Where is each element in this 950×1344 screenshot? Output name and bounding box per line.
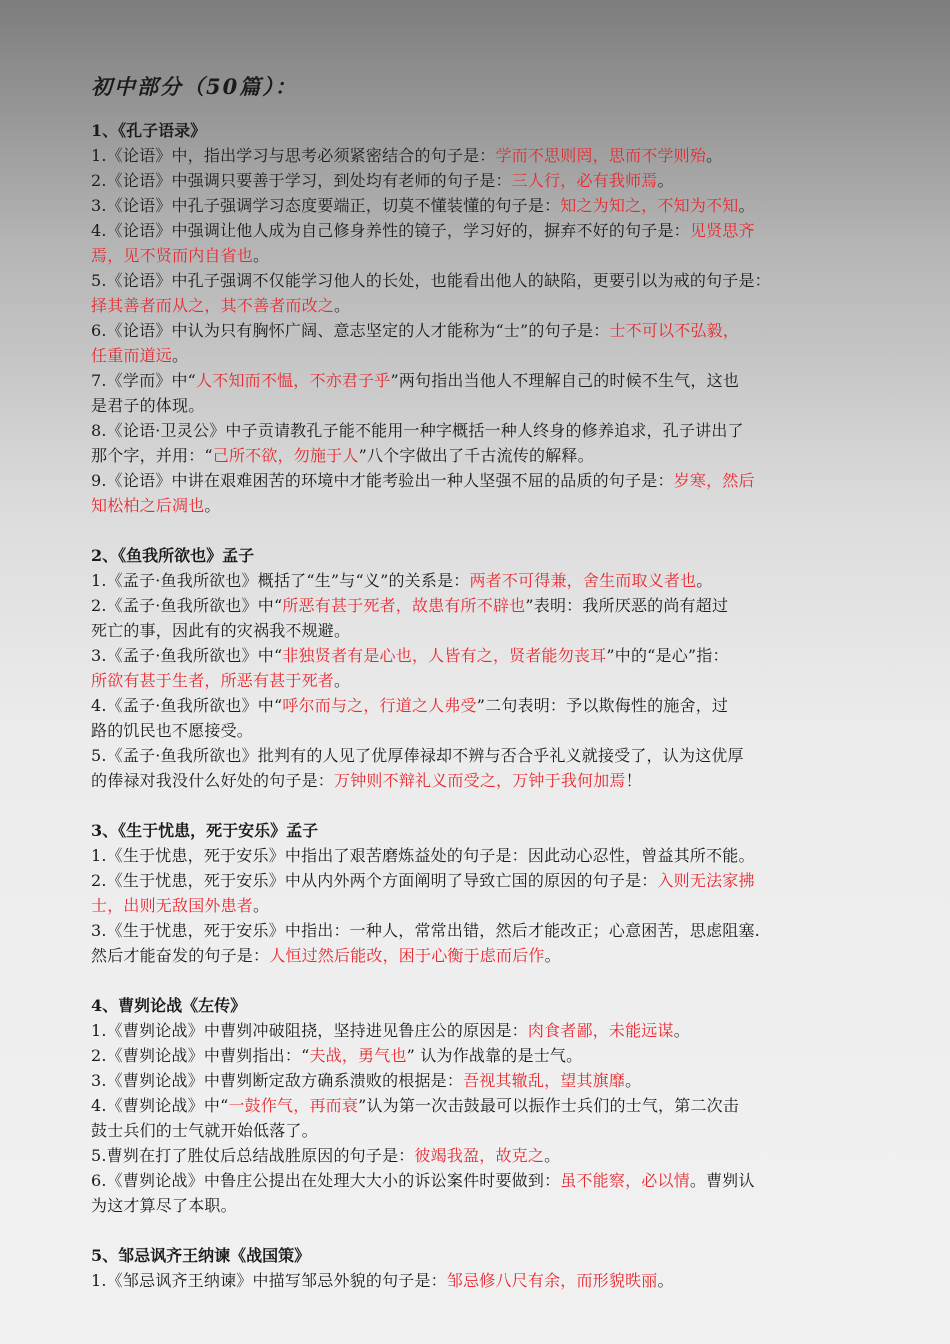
section-gap <box>91 968 891 993</box>
question-text: ”八个字做出了千古流传的解释。 <box>358 446 594 465</box>
page-title: 初中部分（50篇）： <box>91 74 298 99</box>
question-text: ”认为第一次击鼓最可以振作士兵们的士气，第二次击 <box>358 1096 740 1115</box>
answer-text: 知之为知之，不知为不知 <box>560 196 739 215</box>
question-text: 2.《孟子·鱼我所欲也》中“ <box>91 596 283 615</box>
question-text: 的俸禄对我没什么好处的句子是： <box>91 771 335 790</box>
question-text: 。 <box>334 671 351 690</box>
text-line <box>91 718 891 743</box>
text-line <box>91 593 891 618</box>
text-line <box>91 1018 891 1043</box>
text-line <box>91 843 891 868</box>
text-line <box>91 1268 891 1293</box>
text-line <box>91 918 891 943</box>
answer-text: 万钟则不辩礼义而受之，万钟于我何加焉 <box>334 771 626 790</box>
text-line <box>91 568 891 593</box>
question-text: 。 <box>625 1071 642 1090</box>
question-text: 3.《论语》中孔子强调学习态度要端正，切莫不懂装懂的句子是： <box>91 196 561 215</box>
question-text: 路的饥民也不愿接受。 <box>91 721 254 740</box>
text-line <box>91 1093 891 1118</box>
document-page <box>91 72 891 1293</box>
answer-text: 入则无法家拂 <box>657 871 755 890</box>
answer-text: 岁寒，然后 <box>673 471 755 490</box>
question-text: 然后才能奋发的句子是： <box>91 946 270 965</box>
answer-text: 择其善者而从之，其不善者而改之 <box>91 296 335 315</box>
answer-text: 吾视其辙乱，望其旗靡 <box>463 1071 626 1090</box>
answer-text: 人恒过然后能改，困于心衡于虑而后作 <box>269 946 545 965</box>
answer-text: 邹忌修八尺有余，而形貌昳丽 <box>446 1271 658 1290</box>
question-text: 。 <box>696 571 713 590</box>
answer-text: 肉食者鄙，未能远谋 <box>527 1021 674 1040</box>
question-text: 4.《论语》中强调让他人成为自己修身养性的镜子，学习好的，摒弃不好的句子是： <box>91 221 690 240</box>
text-line <box>91 1043 891 1068</box>
question-text: 那个字，并用：“ <box>91 446 213 465</box>
answer-text: 一鼓作气，再而衰 <box>228 1096 359 1115</box>
answer-text: 士不可以不弘毅， <box>609 321 740 340</box>
text-line <box>91 393 891 418</box>
answer-text: 非独贤者有是心也，人皆有之，贤者能勿丧耳 <box>282 646 607 665</box>
question-text: 4.《曹刿论战》中“ <box>91 1096 229 1115</box>
text-line <box>91 268 891 293</box>
text-line <box>91 468 891 493</box>
question-text: ”两句指出当他人不理解自己的时候不生气，这也 <box>390 371 740 390</box>
text-line <box>91 168 891 193</box>
text-line <box>91 418 891 443</box>
answer-text: 任重而道远 <box>91 346 173 365</box>
answer-text: 三人行，必有我师焉 <box>511 171 658 190</box>
section-heading: 2、《鱼我所欲也》孟子 <box>91 546 255 565</box>
question-text: 是君子的体现。 <box>91 396 205 415</box>
question-text: ”中的“是心”指： <box>606 646 729 665</box>
section-heading: 5、邹忌讽齐王纳谏《战国策》 <box>91 1246 311 1265</box>
text-line <box>91 218 891 243</box>
section-gap <box>91 1218 891 1243</box>
text-line <box>91 868 891 893</box>
question-text: 9.《论语》中讲在艰难困苦的环境中才能考验出一种人坚强不屈的品质的句子是： <box>91 471 674 490</box>
question-text: 。 <box>253 896 270 915</box>
text-line <box>91 693 891 718</box>
question-text: 8.《论语·卫灵公》中子贡请教孔子能不能用一种字概括一种人终身的修养追求，孔子讲出了 <box>91 421 744 440</box>
text-line <box>91 1068 891 1093</box>
text-line <box>91 293 891 318</box>
text-line <box>91 643 891 668</box>
document-content <box>91 118 891 1293</box>
question-text: 2.《论语》中强调只要善于学习，到处均有老师的句子是： <box>91 171 512 190</box>
answer-text: 焉，见不贤而内自省也 <box>91 246 254 265</box>
answer-text: 士，出则无敌国外患者 <box>91 896 254 915</box>
question-text: 。 <box>172 346 189 365</box>
question-text: 。 <box>334 296 351 315</box>
text-line <box>91 618 891 643</box>
question-text: 2.《生于忧患，死于安乐》中从内外两个方面阐明了导致亡国的原因的句子是： <box>91 871 658 890</box>
question-text: 5.曹刿在打了胜仗后总结战胜原因的句子是： <box>91 1146 415 1165</box>
text-line <box>91 343 891 368</box>
section-gap <box>91 793 891 818</box>
answer-text: 所欲有甚于生者，所恶有甚于死者 <box>91 671 335 690</box>
section-heading: 1、《孔子语录》 <box>91 121 207 140</box>
text-line <box>91 368 891 393</box>
text-line <box>91 1193 891 1218</box>
text-line <box>91 893 891 918</box>
question-text: 鼓士兵们的士气就开始低落了。 <box>91 1121 318 1140</box>
section-heading: 4、曹刿论战《左传》 <box>91 996 247 1015</box>
question-text: 为这才算尽了本职。 <box>91 1196 237 1215</box>
answer-text: 呼尔而与之，行道之人弗受 <box>282 696 477 715</box>
question-text: 。 <box>657 1271 674 1290</box>
question-text: ”二句表明：予以欺侮性的施舍，过 <box>476 696 729 715</box>
answer-text: 学而不思则罔，思而不学则殆 <box>495 146 707 165</box>
question-text: 2.《曹刿论战》中曹刿指出：“ <box>91 1046 310 1065</box>
answer-text: 所恶有甚于死者，故患有所不辟也 <box>282 596 526 615</box>
section-heading: 3、《生于忧患，死于安乐》孟子 <box>91 821 319 840</box>
question-text: 1.《论语》中，指出学习与思考必须紧密结合的句子是： <box>91 146 496 165</box>
answer-text: 见贤思齐 <box>689 221 755 240</box>
question-text: 。 <box>204 496 221 515</box>
question-text: ！ <box>625 771 642 790</box>
question-text: 6.《论语》中认为只有胸怀广阔、意志坚定的人才能称为“士”的句子是： <box>91 321 610 340</box>
question-text: ”表明：我所厌恶的尚有超过 <box>525 596 729 615</box>
question-text: 1.《曹刿论战》中曹刿冲破阻挠，坚持进见鲁庄公的原因是： <box>91 1021 528 1040</box>
text-line <box>91 743 891 768</box>
question-text: 。 <box>657 171 674 190</box>
text-line <box>91 143 891 168</box>
question-text: 。 <box>544 946 561 965</box>
answer-text: 知松柏之后凋也 <box>91 496 205 515</box>
section-gap <box>91 518 891 543</box>
question-text: 5.《孟子·鱼我所欲也》批判有的人见了优厚俸禄却不辨与否合乎礼义就接受了，认为这优厚 <box>91 746 744 765</box>
question-text: 1.《孟子·鱼我所欲也》概括了“生”与“义”的关系是： <box>91 571 470 590</box>
question-text: 6.《曹刿论战》中鲁庄公提出在处理大大小的诉讼案件时要做到： <box>91 1171 561 1190</box>
question-text: ” 认为作战靠的是士气。 <box>406 1046 583 1065</box>
text-line <box>91 318 891 343</box>
answer-text: 两者不可得兼，舍生而取义者也 <box>469 571 697 590</box>
text-line <box>91 943 891 968</box>
text-line <box>91 1118 891 1143</box>
question-text: 5.《论语》中孔子强调不仅能学习他人的长处，也能看出他人的缺陷，更要引以为戒的句子是： <box>91 271 771 290</box>
answer-text: 虽不能察，必以情 <box>560 1171 690 1190</box>
answer-text: 人不知而不愠，不亦君子乎 <box>196 371 391 390</box>
question-text: 1.《生于忧患，死于安乐》中指出了艰苦磨炼益处的句子是：因此动心忍性，曾益其所不能。 <box>91 846 755 865</box>
question-text: 4.《孟子·鱼我所欲也》中“ <box>91 696 283 715</box>
answer-text: 彼竭我盈，故克之 <box>414 1146 545 1165</box>
text-line <box>91 443 891 468</box>
question-text: 3.《生于忧患，死于安乐》中指出：一种人，常常出错，然后才能改正；心意困苦，思虑阻塞. <box>91 921 760 940</box>
answer-text: 己所不欲，勿施于人 <box>212 446 359 465</box>
text-line <box>91 1143 891 1168</box>
question-text: 。 <box>706 146 723 165</box>
question-text: 1.《邹忌讽齐王纳谏》中描写邹忌外貌的句子是： <box>91 1271 447 1290</box>
question-text: 7.《学而》中“ <box>91 371 197 390</box>
text-line <box>91 768 891 793</box>
question-text: 。 <box>738 196 755 215</box>
text-line <box>91 243 891 268</box>
question-text: 3.《曹刿论战》中曹刿断定敌方确系溃败的根据是： <box>91 1071 464 1090</box>
question-text: 。 <box>673 1021 690 1040</box>
answer-text: 夫战，勇气也 <box>309 1046 407 1065</box>
text-line <box>91 1168 891 1193</box>
text-line <box>91 493 891 518</box>
question-text: 3.《孟子·鱼我所欲也》中“ <box>91 646 283 665</box>
text-line <box>91 668 891 693</box>
question-text: 。曹刿认 <box>689 1171 755 1190</box>
question-text: 死亡的事，因此有的灾祸我不规避。 <box>91 621 351 640</box>
text-line <box>91 193 891 218</box>
question-text: 。 <box>544 1146 561 1165</box>
question-text: 。 <box>253 246 270 265</box>
